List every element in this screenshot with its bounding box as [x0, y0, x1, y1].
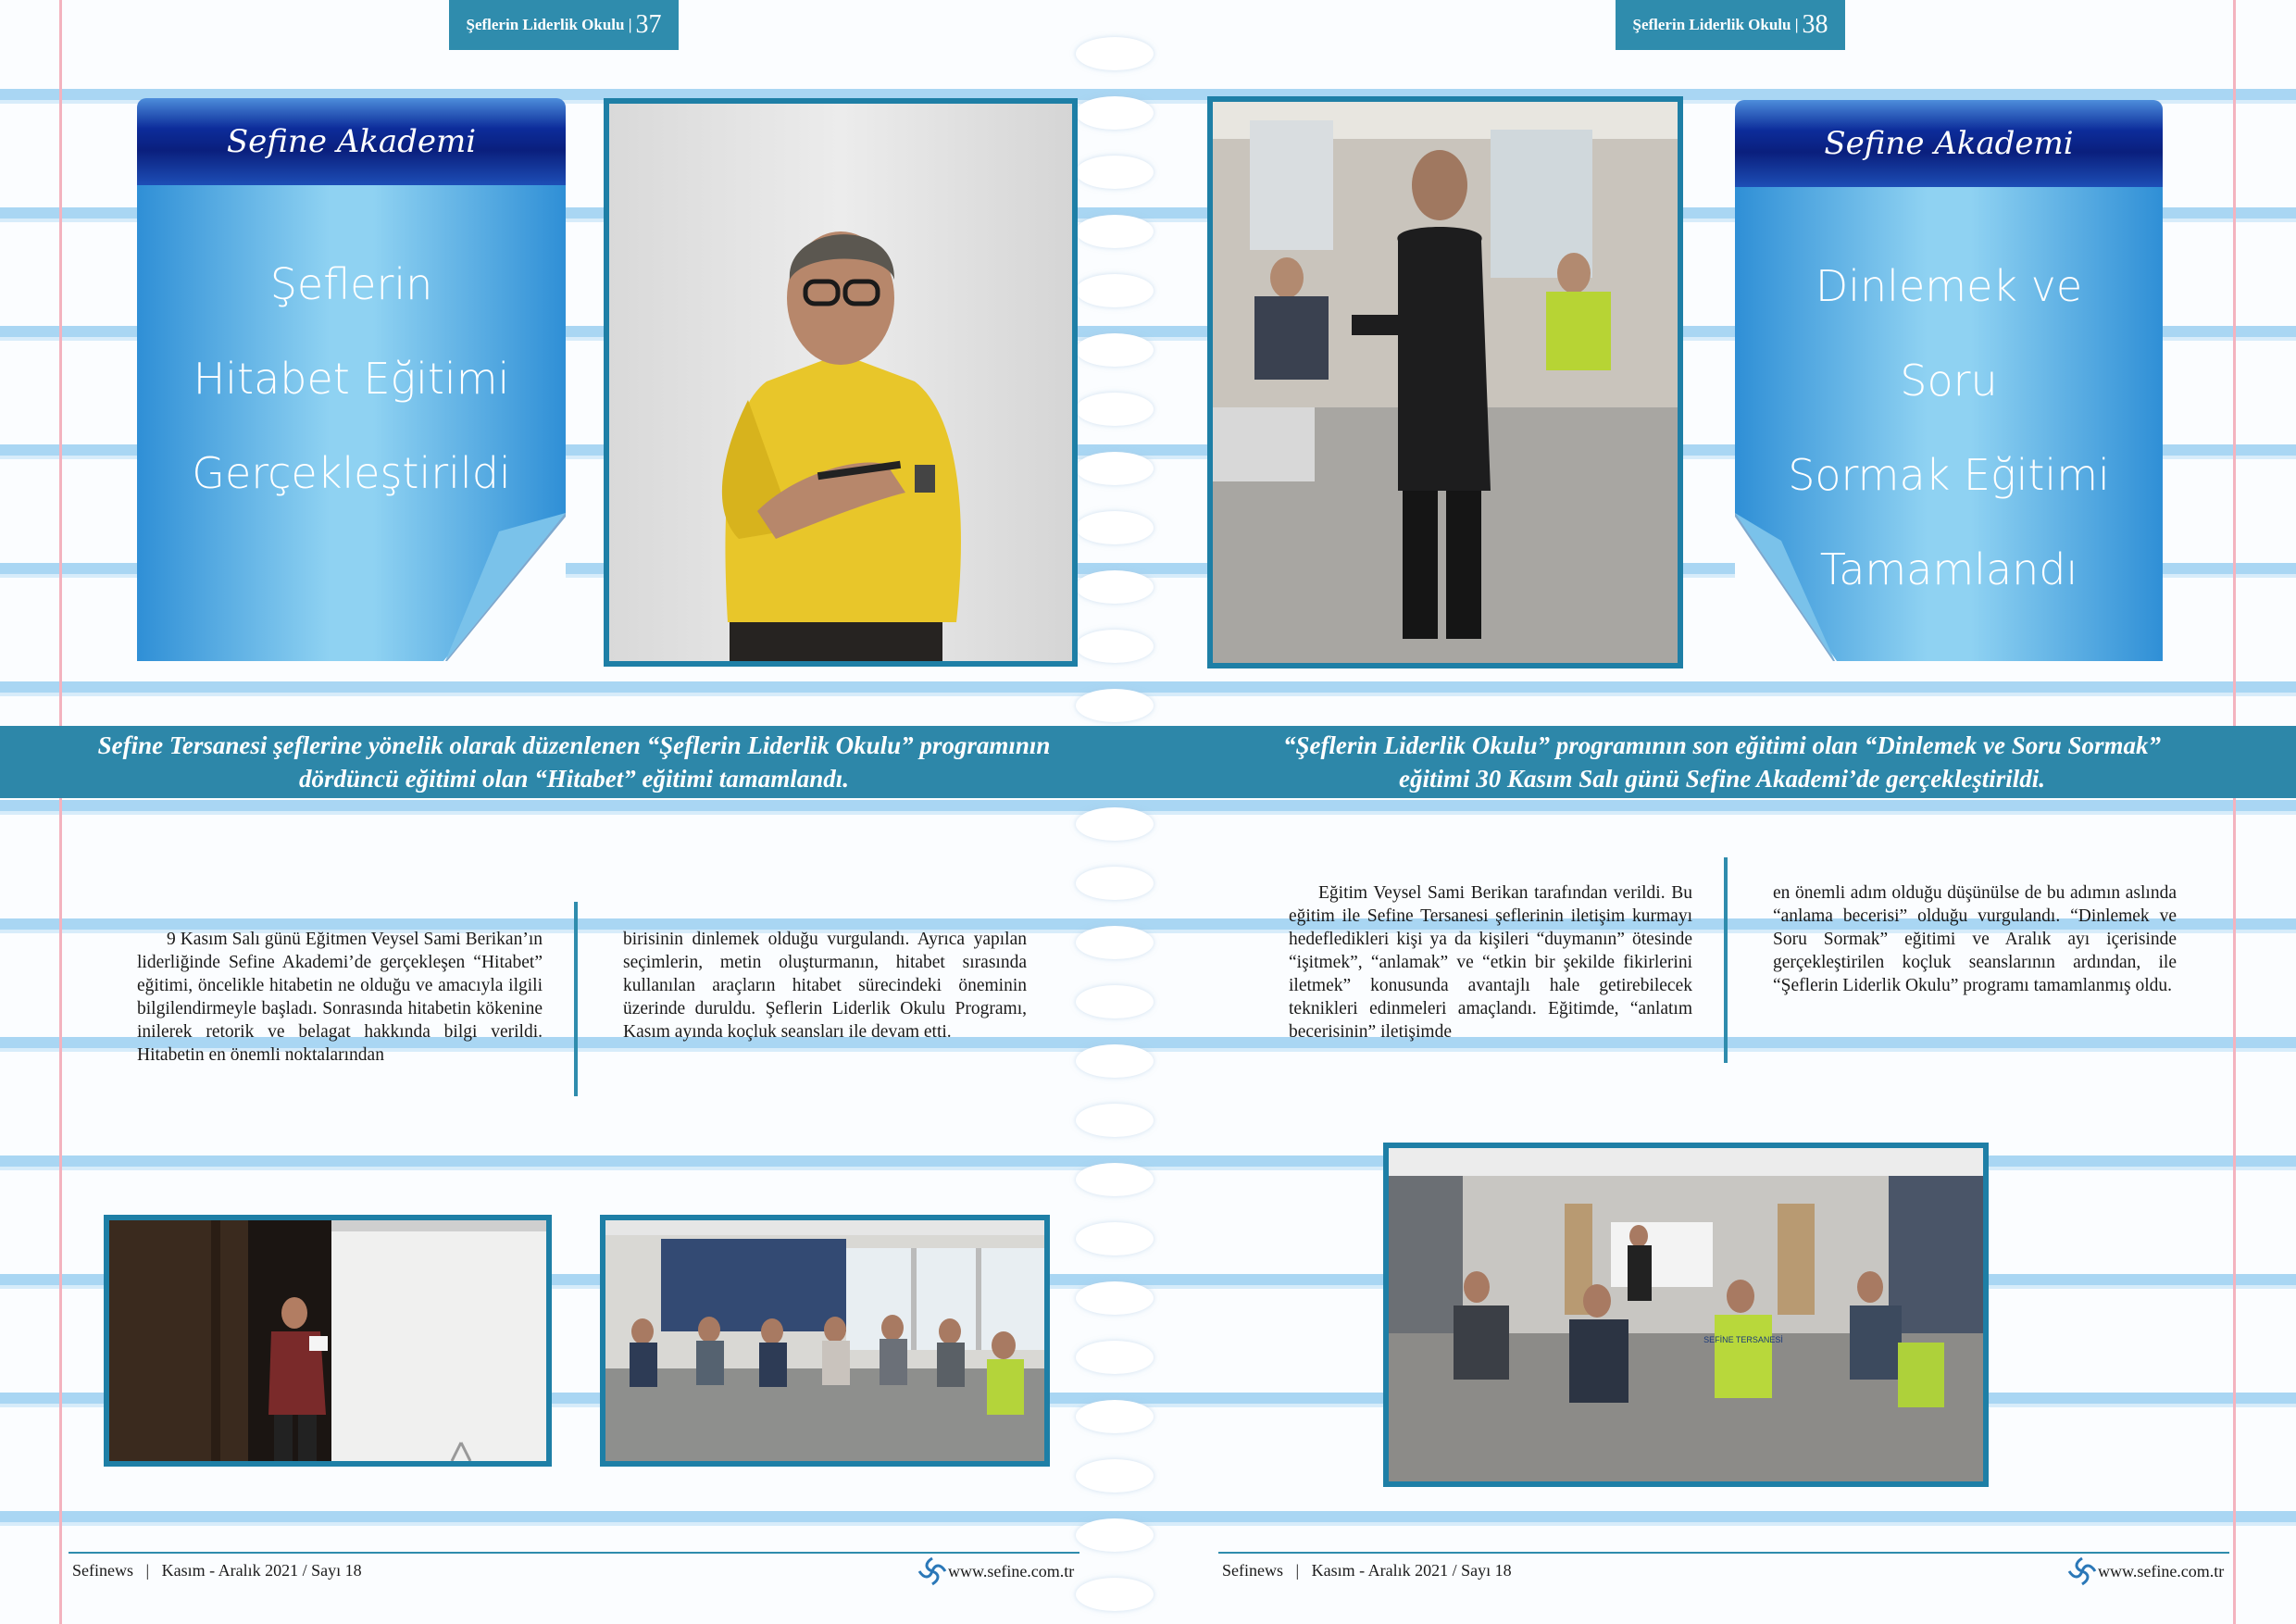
photo-group-seated-left [600, 1215, 1050, 1467]
article-column-1: Eğitim Veysel Sami Berikan tarafından verildi. Bu eğitim ile Sefine Tersanesi şeflerinin iletişim kurmayı hedefledikleri kişi ya da kişileri “duymanın” ötesinde “işitmek”, “anlamak” ve “etkin bir şekilde fikirlerini iletmek” konusunda avantajlı hale getirebilecek teknikleri edinmeleri amaçlandı. Eğitimde, “anlatım becerisinin” iletişimde [1289, 883, 1692, 1042]
spiral-ring [1076, 630, 1154, 663]
website-link-left[interactable] [917, 1555, 1074, 1587]
issue-info: Kasım - Aralık 2021 / Sayı 18 [161, 1561, 362, 1580]
spiral-ring [1076, 867, 1154, 900]
photo-trainer-screen [104, 1215, 552, 1467]
intro-banner-right: “Şeflerin Liderlik Okulu” programının son eğitimi olan “Dinlemek ve Soru Sormak” eğitimi 30 Kasım Salı günü Sefine Akademi’de gerçekleştirildi. [1148, 726, 2296, 798]
header-title: Şeflerin Liderlik Okulu [1632, 16, 1791, 33]
spiral-ring [1076, 1163, 1154, 1196]
spiral-ring [1076, 452, 1154, 485]
page-header-left: Şeflerin Liderlik Okulu | 37 [449, 0, 679, 50]
left-margin-line [59, 0, 62, 1624]
article-column-2: birisinin dinlemek olduğu vurgulandı. Ayrıca yapılan seçimlerin, metin oluşturmanın, hitabet sırasında kullanılan araçların hitabet sürecindeki öneminin üzerinde duruldu. Şeflerin Liderlik Okulu Programı, Kasım ayında koçluk seansları ile devam etti. [623, 930, 1027, 1042]
headline-note-right [1735, 100, 2163, 661]
spiral-ring [1076, 985, 1154, 1018]
note-brand: Sefine Akademi [137, 98, 566, 185]
issue-info: Kasım - Aralık 2021 / Sayı 18 [1311, 1561, 1512, 1580]
photo-trainer-yellow-shirt [604, 98, 1078, 667]
spiral-ring [1076, 570, 1154, 604]
website-text: www.sefine.com.tr [2098, 1561, 2225, 1580]
spiral-ring [1076, 215, 1154, 248]
spiral-ring [1076, 274, 1154, 307]
page-number: 37 [635, 10, 662, 39]
magazine-name: Sefinews [1222, 1561, 1283, 1580]
spiral-ring [1076, 1518, 1154, 1552]
spiral-ring [1076, 689, 1154, 722]
article-column-1: 9 Kasım Salı günü Eğitmen Veysel Sami Berikan’ın liderliğinde Sefine Akademi’de gerçekleşen “Hitabet” eğitimi, öncelikle hitabetin ne olduğu ve amacıyla ilgili bilgilendirmeyle başladı. Sonrasında hitabetin kökenine inilerek retorik ve belagat hakkında bilgi verildi. Hitabetin en önemli noktalarından [137, 930, 543, 1065]
footer-rule-right [1218, 1552, 2229, 1554]
spiral-ring [1076, 926, 1154, 959]
header-title: Şeflerin Liderlik Okulu [466, 16, 625, 33]
spiral-ring [1076, 96, 1154, 130]
photo-trainer-black-shirt [1207, 96, 1683, 668]
spiral-ring [1076, 807, 1154, 841]
page-curl [443, 513, 566, 661]
spiral-ring [1076, 1459, 1154, 1493]
note-headline: Dinlemek ve Soru Sormak Eğitimi Tamamlandı [1788, 261, 2110, 594]
spiral-ring [1076, 1281, 1154, 1315]
page-header-right: Şeflerin Liderlik Okulu | 38 [1616, 0, 1845, 50]
footer-rule-left [69, 1552, 1079, 1554]
footer-left: Sefinews | Kasım - Aralık 2021 / Sayı 18 [72, 1561, 362, 1580]
spiral-ring [1076, 37, 1154, 70]
spiral-ring [1076, 511, 1154, 544]
spiral-ring [1076, 1341, 1154, 1374]
spiral-binding [1076, 37, 1154, 1624]
page-number: 38 [1802, 10, 1828, 39]
magazine-name: Sefinews [72, 1561, 133, 1580]
spiral-ring [1076, 333, 1154, 367]
spiral-ring [1076, 1222, 1154, 1255]
spiral-ring [1076, 1400, 1154, 1433]
column-divider [574, 902, 578, 1096]
spiral-ring [1076, 1044, 1154, 1078]
spiral-ring [1076, 1578, 1154, 1611]
website-link-right[interactable] [2066, 1555, 2224, 1587]
spiral-ring [1076, 156, 1154, 189]
photo-group-circle-right [1383, 1143, 1989, 1487]
website-text: www.sefine.com.tr [948, 1561, 1075, 1580]
article-column-2: en önemli adım olduğu düşünülse de bu adımın aslında “anlama becerisi” olduğu vurgulandı. “Dinlemek ve Soru Sormak” eğitimi ve Aralık ayı içerisinde gerçekleştirilen koçluk seanslarının ardından, ile “Şeflerin Liderlik Okulu” programı tamamlanmış oldu. [1773, 883, 2177, 995]
note-brand: Sefine Akademi [1735, 100, 2163, 187]
right-margin-line [2233, 0, 2236, 1624]
intro-banner-left: Sefine Tersanesi şeflerine yönelik olarak düzenlenen “Şeflerin Liderlik Okulu” programının dördüncü eğitimi olan “Hitabet” eğitimi tamamlandı. [0, 726, 1148, 798]
note-headline: Şeflerin Hitabet Eğitimi Gerçekleştirildi [192, 259, 511, 498]
footer-right: Sefinews | Kasım - Aralık 2021 / Sayı 18 [1222, 1561, 1512, 1580]
headline-note-left [137, 98, 566, 661]
vest-label: SEFİNE TERSANESİ [1703, 1335, 1783, 1344]
column-divider [1724, 857, 1728, 1063]
sefine-logo-icon [917, 1555, 948, 1587]
spiral-ring [1076, 1104, 1154, 1137]
sefine-logo-icon [2066, 1555, 2098, 1587]
spiral-ring [1076, 393, 1154, 426]
